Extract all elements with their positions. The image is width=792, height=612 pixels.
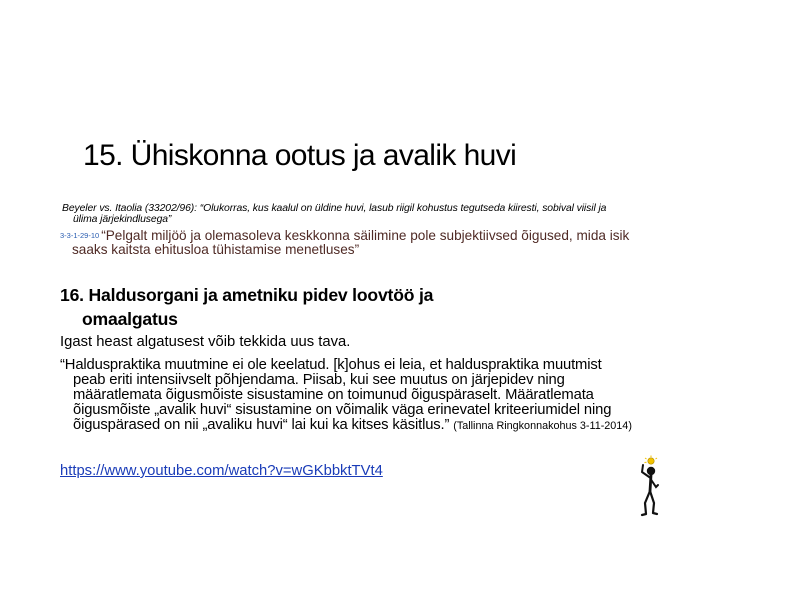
court-quote-line: määratlemata õigusmõiste sisustamine on toimunud õiguspäraselt. Määratlemata xyxy=(73,387,594,403)
intro-text: Igast heast algatusest võib tekkida uus tava. xyxy=(60,334,351,350)
section-heading-line2: omaalgatus xyxy=(82,309,178,329)
section-heading xyxy=(60,283,433,331)
case-quote-line2: ülima järjekindlusega” xyxy=(73,214,172,225)
court-case-quote xyxy=(60,229,730,257)
case-quote-line1: Beyeler vs. Itaolia (33202/96): “Olukorras, kus kaalul on üldine huvi, lasub riigil kohustus tegutseda kiiresti, sobival viisil ja xyxy=(62,203,607,214)
case-number: 3-3-1-29-10 xyxy=(60,231,100,240)
slide-title: 15. Ühiskonna ootus ja avalik huvi xyxy=(83,139,517,172)
section-heading-line1: 16. Haldusorgani ja ametniku pidev loovtöö ja xyxy=(60,285,434,305)
court-quote-line: peab eriti intensiivselt põhjendama. Piisab, kui see muutus on järjepidev ning xyxy=(73,372,565,388)
case-quote xyxy=(62,203,717,225)
idea-stick-figure-icon xyxy=(636,455,666,517)
lightbulb-icon xyxy=(645,456,658,465)
court-quote-line: õiguspärased on nii „avaliku huvi“ lai kui ka kitses käsitlus.” xyxy=(73,417,450,433)
quote-source: (Tallinna Ringkonnakohus 3-11-2014) xyxy=(453,420,632,432)
court-case-quote-line2: saaks kaitsta ehitusloa tühistamise menetluses” xyxy=(72,242,360,257)
youtube-link[interactable]: https://www.youtube.com/watch?v=wGKbbktTVt4 xyxy=(60,463,383,479)
court-quote xyxy=(60,358,740,434)
court-case-quote-line1: “Pelgalt miljöö ja olemasoleva keskkonna säilimine pole subjektiivsed õigused, mida isik xyxy=(101,228,630,243)
court-quote-line: “Halduspraktika muutmine ei ole keelatud. [k]ohus ei leia, et halduspraktika muutmist xyxy=(60,357,602,373)
court-quote-line: õigusmõiste „avalik huvi“ sisustamine on võimalik väga erinevatel kriteeriumidel ning xyxy=(73,402,612,418)
